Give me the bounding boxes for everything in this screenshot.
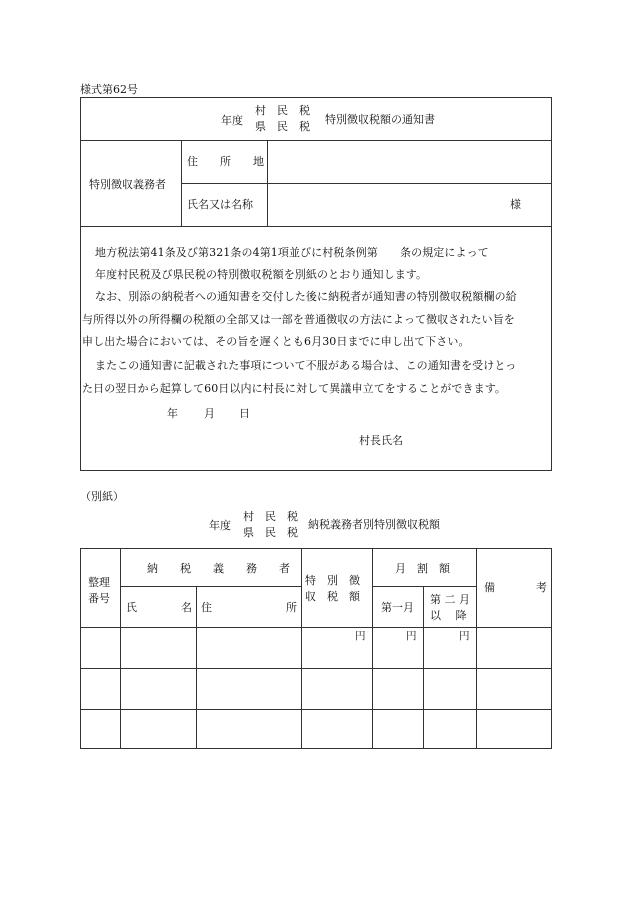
header-second-1: 第 二 月 [430,593,470,606]
attachment-title-nendo: 年度 [209,519,231,532]
honorific: 様 [510,198,521,211]
header-taxpayer: 納 税 義 務 者 [147,562,290,575]
header-number-2: 番号 [88,592,110,605]
divider [80,226,552,227]
name-label: 氏名又は名称 [187,198,253,211]
date-year: 年 [167,407,178,420]
payer-label: 特別徴収義務者 [89,178,166,191]
header-special-1: 特 別 徴 [305,574,360,587]
table-row [81,628,551,668]
attachment-label: （別紙） [80,490,124,503]
divider [181,140,182,226]
form-number: 様式第62号 [80,83,138,96]
mayor-label: 村長氏名 [359,434,403,447]
header-address-2: 所 [286,601,297,614]
date-day: 日 [239,407,250,420]
header-first-month: 第一月 [381,601,414,614]
divider [80,140,552,141]
attachment-title-tax-prefecture: 県 民 税 [243,526,298,539]
body-line: 年度村民税及び県民税の特別徴収税額を別紙のとおり通知します。 [95,268,428,281]
header-name-1: 氏 [126,601,137,614]
notice-title-tax-prefecture: 県 民 税 [255,120,310,133]
header-remarks-1: 備 [484,581,495,594]
unit-second-month: 円 [459,630,470,642]
header-second-2: 以 降 [430,609,467,622]
date-month: 月 [204,407,215,420]
body-line: またこの通知書に記載された事項について不服がある場合は、この通知書を受けとっ [95,359,517,372]
attachment-title-tax-village: 村 民 税 [243,510,298,523]
divider [372,586,476,587]
divider [181,183,552,184]
body-line: 与所得以外の所得欄の税額の全部又は一部を普通徴収の方法によって徴収されたい旨を [82,313,515,326]
body-line: なお、別添の納税者への通知書を交付した後に納税者が通知書の特別徴収税額欄の給 [95,290,517,303]
header-address-1: 住 [201,601,212,614]
header-remarks-2: 考 [536,581,547,594]
notice-form [80,97,552,471]
header-number-1: 整理 [88,576,110,589]
header-special-2: 収 税 額 [305,590,360,603]
divider [267,140,268,226]
body-line: た日の翌日から起算して60日以内に村長に対して異議申立てをすることができます。 [82,382,507,395]
table-row [81,669,551,709]
header-monthly: 月 割 額 [395,562,450,575]
divider [120,586,301,587]
header-name-2: 名 [181,601,192,614]
table-row [81,710,551,748]
notice-title-nendo: 年度 [221,114,243,127]
notice-title: 特別徴収税額の通知書 [325,113,435,126]
address-label: 住 所 地 [187,155,264,168]
attachment-title: 納税義務者別特別徴収税額 [308,518,440,531]
body-line: 地方税法第41条及び第321条の4第1項並びに村税条例第 条の規定によって [95,246,489,259]
notice-title-tax-village: 村 民 税 [255,104,310,117]
body-line: 申し出た場合においては、その旨を遅くとも6月30日までに申し出て下さい。 [82,335,470,348]
unit-special-tax: 円 [355,630,366,642]
unit-first-month: 円 [406,630,417,642]
